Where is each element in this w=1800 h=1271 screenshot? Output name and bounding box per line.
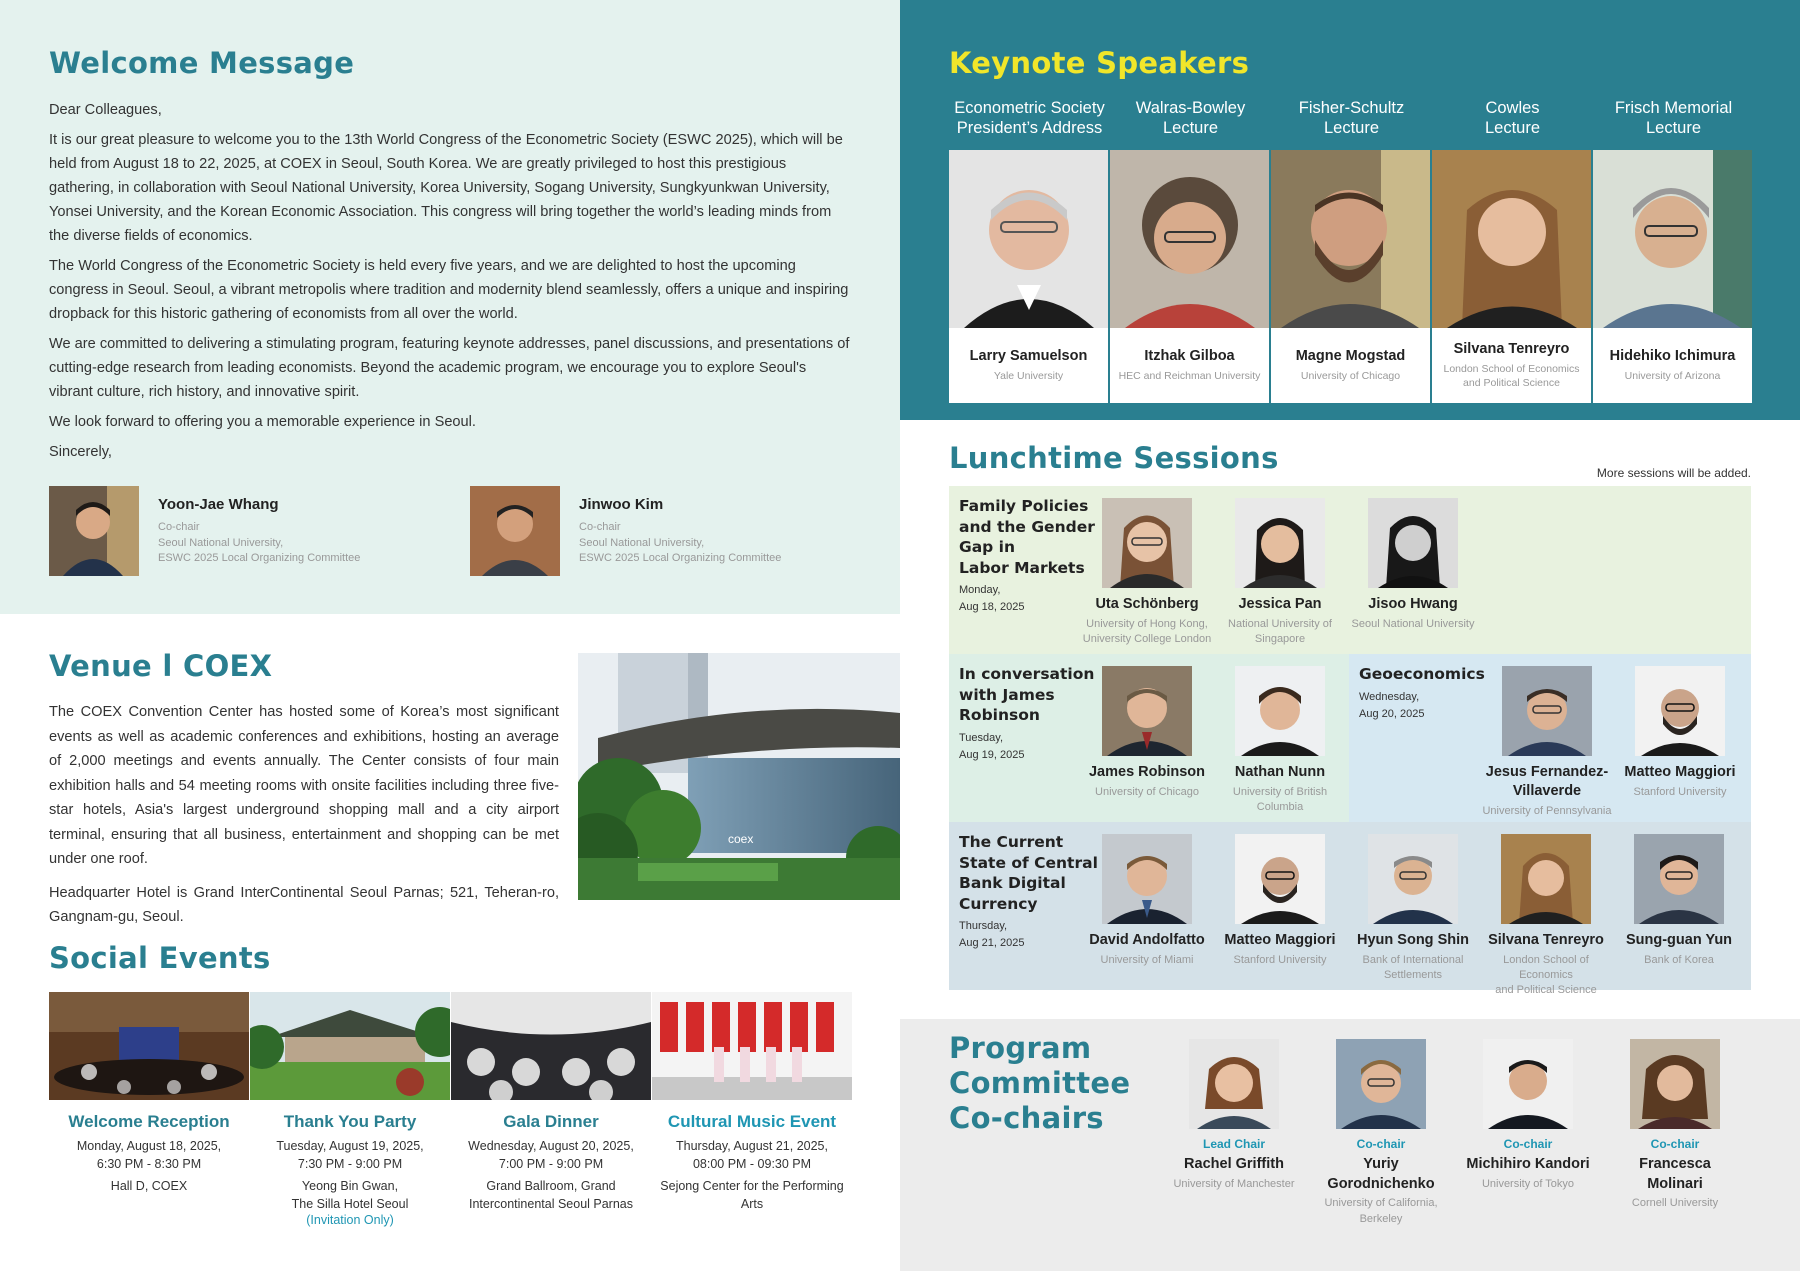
speaker-affiliation: Yale University xyxy=(993,370,1064,382)
panelist xyxy=(1481,834,1611,998)
panelist xyxy=(1348,498,1478,632)
member-photo xyxy=(1336,1039,1426,1129)
member-photo xyxy=(1630,1039,1720,1129)
member-affiliation: University of Manchester xyxy=(1173,1177,1295,1190)
panelist-photo xyxy=(1102,498,1192,588)
member-photo xyxy=(1189,1039,1279,1129)
panelist xyxy=(1215,498,1345,647)
session-info xyxy=(1359,664,1499,723)
session-info xyxy=(959,832,1099,952)
panelist-photo xyxy=(1634,834,1724,924)
event-location: Hall D, COEX xyxy=(110,1179,188,1193)
committee-title: Program Committee Co-chairs xyxy=(949,1031,1131,1135)
signatory-card xyxy=(470,486,830,576)
welcome-section xyxy=(0,0,900,614)
keynote-speaker-card xyxy=(1110,98,1271,403)
panelist-photo xyxy=(1368,498,1458,588)
welcome-paragraph-2: The World Congress of the Econometric Society is held every five years, and we are delighted to host the upcoming congress in Seoul. Seoul, a vibrant metropolis where tradition and modernity blend seamlessly, offers a unique and inspiring dropback for this historic gathering of economists from all over the world. xyxy=(49,258,849,322)
panelist-name: Jisoo Hwang xyxy=(1368,596,1458,612)
speaker-name: Larry Samuelson xyxy=(969,348,1088,364)
speaker-name: Magne Mogstad xyxy=(1295,348,1406,364)
session-date: Thursday, Aug 21, 2025 xyxy=(959,920,1025,949)
keynote-speaker-card xyxy=(949,98,1110,403)
session-title: Geoeconomics xyxy=(1359,665,1485,683)
session-band xyxy=(949,486,1751,654)
welcome-letter xyxy=(49,98,852,470)
program-committee-section xyxy=(900,1019,1800,1271)
member-role: Co-chair xyxy=(1356,1137,1406,1151)
event-card xyxy=(451,992,651,1213)
keynote-title: Keynote Speakers xyxy=(949,46,1250,80)
signatory-name: Yoon-Jae Whang xyxy=(158,496,279,513)
speaker-info xyxy=(1271,328,1430,403)
panelist-name: Jesus Fernandez- Villaverde xyxy=(1485,764,1609,799)
speaker-info xyxy=(1593,328,1752,403)
panelist-name: Sung-guan Yun xyxy=(1625,932,1733,948)
panelist-name: David Andolfatto xyxy=(1089,932,1205,948)
social-events-title: Social Events xyxy=(49,941,271,975)
lecture-caption: Econometric Society President’s Address xyxy=(954,99,1105,137)
speaker-photo xyxy=(1271,150,1430,328)
event-title: Thank You Party xyxy=(283,1112,417,1131)
speaker-photo xyxy=(1593,150,1752,328)
panelist-photo xyxy=(1368,834,1458,924)
committee-member xyxy=(1458,1039,1598,1192)
event-location: Grand Ballroom, Grand Intercontinental Seoul Parnas xyxy=(469,1179,633,1211)
event-datetime: Monday, August 18, 2025, 6:30 PM - 8:30 PM xyxy=(76,1139,222,1171)
speaker-photo xyxy=(949,150,1108,328)
welcome-salutation: Dear Colleagues, xyxy=(49,102,162,118)
keynote-speaker-card xyxy=(1271,98,1432,403)
panelist xyxy=(1482,666,1612,819)
panelist-photo xyxy=(1235,666,1325,756)
lunchtime-title: Lunchtime Sessions xyxy=(949,441,1279,475)
event-location: Sejong Center for the Performing Arts xyxy=(660,1179,844,1211)
event-card xyxy=(652,992,852,1213)
panelist xyxy=(1614,834,1744,968)
panelist-name: Matteo Maggiori xyxy=(1624,764,1736,780)
signatory-name: Jinwoo Kim xyxy=(579,496,664,513)
panelist-name: James Robinson xyxy=(1088,764,1206,780)
panelist-affiliation: University of Miami xyxy=(1100,954,1194,966)
event-title: Gala Dinner xyxy=(503,1112,599,1131)
speaker-info xyxy=(1432,328,1591,403)
session-band xyxy=(1349,654,1751,822)
more-sessions-note: More sessions will be added. xyxy=(1596,466,1751,480)
venue-description xyxy=(49,700,559,939)
member-name: Rachel Griffith xyxy=(1184,1156,1284,1172)
speaker-photo xyxy=(1110,150,1269,328)
panelist-name: Nathan Nunn xyxy=(1234,764,1326,780)
committee-member xyxy=(1311,1039,1451,1227)
keynote-speaker-card xyxy=(1432,98,1593,403)
panelist xyxy=(1215,834,1345,968)
panelist-photo xyxy=(1635,666,1725,756)
member-role: Co-chair xyxy=(1650,1137,1700,1151)
speaker-affiliation: HEC and Reichman University xyxy=(1118,370,1261,382)
panelist xyxy=(1348,834,1478,983)
panelist-name: Jessica Pan xyxy=(1238,596,1322,612)
venue-title: Venue l COEX xyxy=(49,649,273,683)
avatar xyxy=(470,486,560,576)
member-role: Lead Chair xyxy=(1202,1137,1265,1151)
welcome-paragraph-1: It is our great pleasure to welcome you to the 13th World Congress of the Econometric Society (ESWC 2025), which will be held from August 18 to 22, 2025, at COEX in Seoul, South Korea. We are greatly privileged to host this prestigious gathering, in collaboration with Seoul National University, Korea University, Sogang University, Sungkyunkwan University, Yonsei University, and the Korean Economic Association. This congress will bring together the world’s leading minds from the diverse fields of economics. xyxy=(49,132,843,244)
member-affiliation: Cornell University xyxy=(1631,1197,1719,1209)
speaker-affiliation: University of Arizona xyxy=(1624,370,1721,382)
panelist-photo xyxy=(1501,834,1591,924)
speaker-affiliation: London School of Economics and Political Science xyxy=(1443,363,1580,389)
panelist-photo xyxy=(1102,666,1192,756)
member-affiliation: University of California, Berkeley xyxy=(1324,1197,1438,1225)
session-band xyxy=(949,822,1751,996)
speaker-affiliation: University of Chicago xyxy=(1300,370,1401,382)
event-title: Welcome Reception xyxy=(68,1112,230,1131)
speaker-name: Hidehiko Ichimura xyxy=(1609,348,1736,364)
session-date: Monday, Aug 18, 2025 xyxy=(959,584,1025,613)
event-datetime: Thursday, August 21, 2025, 08:00 PM - 09:30 PM xyxy=(676,1139,828,1171)
panelist-affiliation: University of Hong Kong, University College London xyxy=(1082,618,1212,645)
panelist-affiliation: Bank of Korea xyxy=(1644,954,1714,966)
panelist-name: Matteo Maggiori xyxy=(1224,932,1336,948)
session-title: The Current State of Central Bank Digital Currency xyxy=(959,833,1098,913)
panelist-affiliation: London School of Economics and Political Science xyxy=(1495,954,1597,996)
lecture-caption: Cowles Lecture xyxy=(1484,99,1541,137)
event-photo xyxy=(49,992,249,1100)
session-band xyxy=(949,654,1349,822)
event-card xyxy=(49,992,249,1196)
panelist-affiliation: Stanford University xyxy=(1633,786,1727,798)
panelist-photo xyxy=(1102,834,1192,924)
event-photo xyxy=(451,992,651,1100)
event-datetime: Tuesday, August 19, 2025, 7:30 PM - 9:00 PM xyxy=(276,1139,424,1171)
panelist-affiliation: University of British Columbia xyxy=(1232,786,1328,813)
welcome-paragraph-3: We are committed to delivering a stimulating program, featuring keynote addresses, panel discussions, and presentations of cutting-edge research from leading economists. Beyond the academic program, we encourage you to explore Seoul's vibrant culture, rich history, and innovative spirit. xyxy=(49,336,850,400)
welcome-title: Welcome Message xyxy=(49,46,355,80)
session-info xyxy=(959,664,1099,764)
panelist xyxy=(1082,666,1212,800)
member-name: Francesca Molinari xyxy=(1639,1156,1711,1192)
lecture-caption: Fisher-Schultz Lecture xyxy=(1298,99,1405,137)
event-datetime: Wednesday, August 20, 2025, 7:00 PM - 9:00 PM xyxy=(468,1139,634,1171)
coex-sign-text: coex xyxy=(728,832,754,846)
speaker-photo xyxy=(1432,150,1591,328)
panelist-photo xyxy=(1235,834,1325,924)
signatory-role: Co-chair Seoul National University, ESWC 2025 Local Organizing Committee xyxy=(579,521,782,564)
event-photo xyxy=(652,992,852,1100)
panelist-affiliation: National University of Singapore xyxy=(1228,618,1332,645)
speaker-name: Silvana Tenreyro xyxy=(1453,341,1570,357)
invitation-note: (Invitation Only) xyxy=(306,1213,394,1227)
panelist xyxy=(1215,666,1345,815)
event-title: Cultural Music Event xyxy=(667,1112,837,1131)
session-title: Family Policies and the Gender Gap in Labor Markets xyxy=(959,497,1095,577)
panelist xyxy=(1082,834,1212,968)
coex-building-photo xyxy=(578,653,900,900)
welcome-closing: Sincerely, xyxy=(49,444,112,460)
panelist-affiliation: Seoul National University xyxy=(1351,618,1475,630)
member-name: Yuriy Gorodnichenko xyxy=(1327,1156,1435,1192)
speaker-name: Itzhak Gilboa xyxy=(1144,348,1235,364)
panelist-photo xyxy=(1502,666,1592,756)
event-card xyxy=(250,992,450,1227)
committee-member xyxy=(1164,1039,1304,1192)
session-title: In conversation with James Robinson xyxy=(959,665,1095,724)
panelist-name: Hyun Song Shin xyxy=(1357,932,1469,948)
panelist xyxy=(1615,666,1745,800)
lecture-caption: Frisch Memorial Lecture xyxy=(1614,99,1733,137)
signatory-card xyxy=(49,486,409,576)
panelist-affiliation: University of Chicago xyxy=(1095,786,1199,798)
member-name: Michihiro Kandori xyxy=(1466,1156,1590,1172)
panelist-photo xyxy=(1235,498,1325,588)
panelist-affiliation: Stanford University xyxy=(1233,954,1327,966)
panelist-affiliation: University of Pennsylvania xyxy=(1482,805,1612,817)
panelist-name: Uta Schönberg xyxy=(1095,596,1199,612)
committee-member xyxy=(1605,1039,1745,1212)
session-date: Wednesday, Aug 20, 2025 xyxy=(1359,690,1425,720)
event-location: Yeong Bin Gwan, The Silla Hotel Seoul xyxy=(291,1179,409,1211)
welcome-paragraph-4: We look forward to offering you a memorable experience in Seoul. xyxy=(49,414,476,430)
lecture-caption: Walras-Bowley Lecture xyxy=(1135,99,1246,137)
keynote-speaker-card xyxy=(1593,98,1754,403)
member-role: Co-chair xyxy=(1503,1137,1553,1151)
member-photo xyxy=(1483,1039,1573,1129)
session-info xyxy=(959,496,1099,616)
venue-paragraph-2: Headquarter Hotel is Grand InterContinental Seoul Parnas; 521, Teheran-ro, Gangnam-gu, Seoul. xyxy=(49,884,559,925)
panelist-name: Silvana Tenreyro xyxy=(1488,932,1604,948)
member-affiliation: University of Tokyo xyxy=(1481,1177,1575,1190)
speaker-info xyxy=(1110,328,1269,403)
event-photo xyxy=(250,992,450,1100)
speaker-info xyxy=(949,328,1108,403)
signatory-role: Co-chair Seoul National University, ESWC 2025 Local Organizing Committee xyxy=(158,521,361,564)
session-date: Tuesday, Aug 19, 2025 xyxy=(959,731,1025,761)
avatar xyxy=(49,486,139,576)
panelist-affiliation: Bank of International Settlements xyxy=(1362,954,1464,981)
venue-paragraph-1: The COEX Convention Center has hosted some of Korea’s most significant events as well as academic conferences and exhibitions, hosting an average of 2,000 meetings and events annually. The Center consists of four main exhibition halls and 54 meeting rooms with onsite facilities including three five-star hotels, Asia's largest underground shopping mall and a city airport terminal, ensuring that all business, entertainment and shopping can be met under one roof. xyxy=(49,704,559,867)
panelist xyxy=(1082,498,1212,647)
